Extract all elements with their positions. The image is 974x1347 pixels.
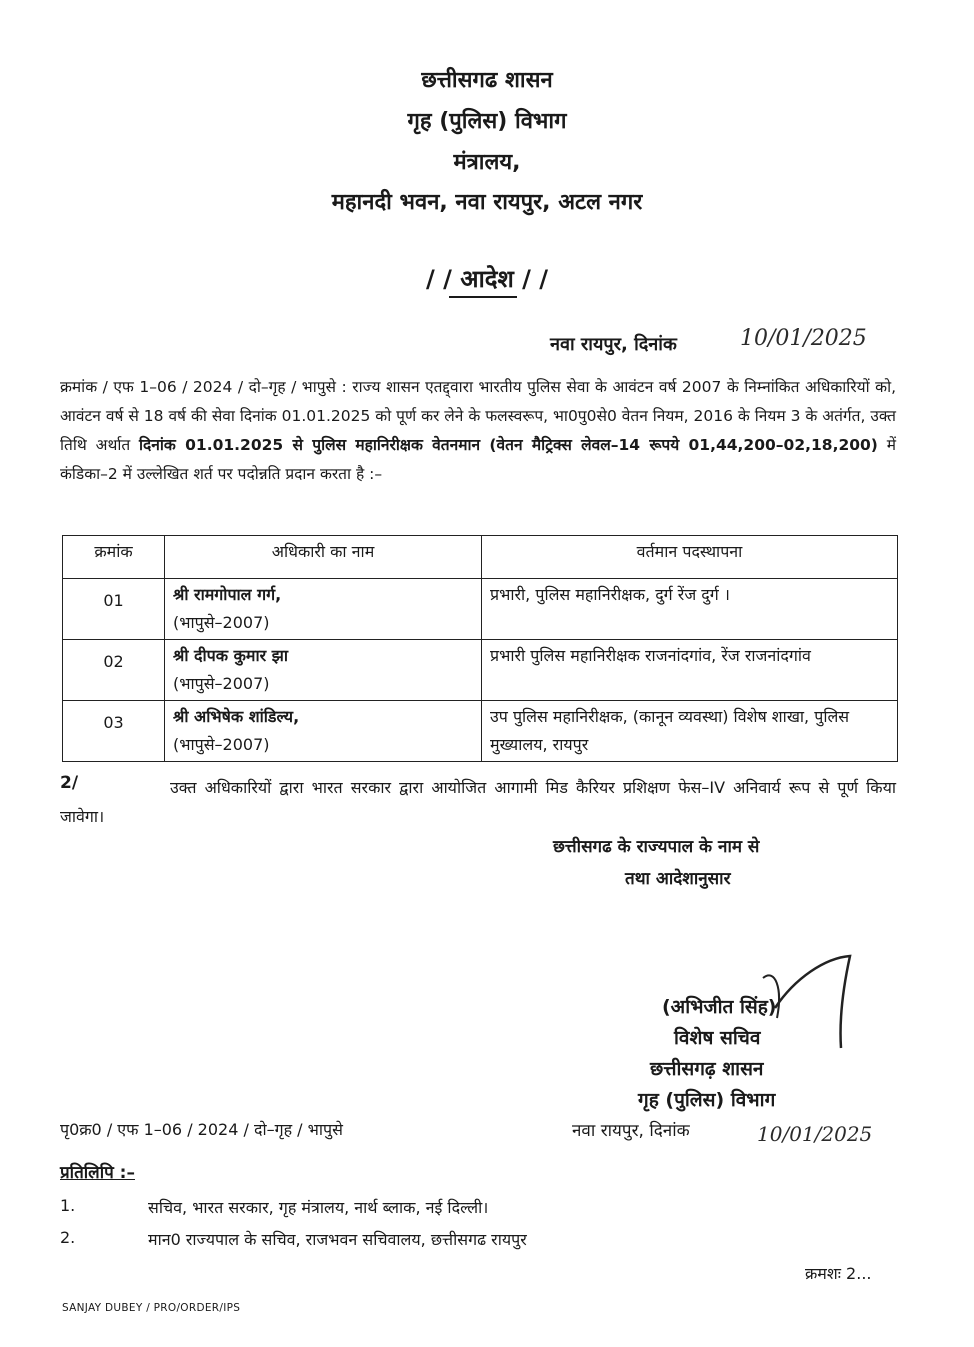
copy-to-title: प्रतिलिपि :– [60, 1163, 135, 1183]
officer-cell [165, 640, 482, 701]
posting-cell: उप पुलिस महानिरीक्षक, (कानून व्यवस्था) विशेष शाखा, पुलिस मुख्यालय, रायपुर [482, 701, 898, 762]
endorsement-reference: पृ0क्र0 / एफ 1–06 / 2024 / दो–गृह / भापुसे [60, 1120, 343, 1139]
endorsement-handwritten-date: 10/01/2025 [757, 1122, 873, 1146]
clause-number: 2/ [60, 773, 79, 793]
posting-cell: प्रभारी, पुलिस महानिरीक्षक, दुर्ग रेंज दुर्ग । [482, 579, 898, 640]
officer-cell [165, 579, 482, 640]
officer-name: श्री अभिषेक शांडिल्य, [173, 707, 300, 726]
signatory-name: (अभिजीत सिंह) [662, 996, 777, 1018]
date-label: नवा रायपुर, दिनांक [550, 334, 677, 355]
endorsement-date-label: नवा रायपुर, दिनांक [572, 1121, 690, 1141]
copy-item-text: सचिव, भारत सरकार, गृह मंत्रालय, नार्थ ब्लाक, नई दिल्ली। [148, 1198, 489, 1217]
order-title: / / आदेश / / [425, 265, 549, 293]
signatory-designation: विशेष सचिव [674, 1027, 761, 1049]
copy-item-text: मान0 राज्यपाल के सचिव, राजभवन सचिवालय, छत्तीसगढ रायपुर [148, 1230, 527, 1249]
copy-item-number: 1. [60, 1196, 76, 1215]
handwritten-date: 10/01/2025 [740, 326, 867, 351]
governor-line-2: तथा आदेशानुसार [625, 869, 731, 889]
officer-name: श्री दीपक कुमार झा [173, 646, 288, 665]
pay-scale-text: दिनांक 01.01.2025 से पुलिस महानिरीक्षक वेतनमान (वेतन मैट्रिक्स लेवल–14 रूपये 01,44,200–02,18,200) [139, 436, 878, 454]
signatory-department: गृह (पुलिस) विभाग [638, 1089, 776, 1111]
table-row [63, 640, 898, 701]
table-row [63, 579, 898, 640]
officer-name: श्री रामगोपाल गर्ग, [173, 585, 282, 604]
col-serial: क्रमांक [63, 536, 165, 579]
signatory-government: छत्तीसगढ़ शासन [650, 1058, 764, 1080]
col-officer-name: अधिकारी का नाम [165, 536, 482, 579]
header-department: गृह (पुलिस) विभाग [407, 109, 567, 134]
officer-service: (भापुसे–2007) [173, 735, 270, 754]
officer-service: (भापुसे–2007) [173, 613, 270, 632]
continued-marker: क्रमशः 2... [805, 1264, 872, 1283]
table-row [63, 701, 898, 762]
header-ministry: मंत्रालय, [453, 150, 521, 175]
row-number: 03 [63, 701, 165, 762]
col-current-posting: वर्तमान पदस्थापना [482, 536, 898, 579]
title-underline [449, 296, 517, 298]
header-government: छत्तीसगढ शासन [421, 68, 553, 93]
header-address: महानदी भवन, नवा रायपुर, अटल नगर [331, 190, 643, 215]
row-number: 01 [63, 579, 165, 640]
officer-service: (भापुसे–2007) [173, 674, 270, 693]
copy-item-number: 2. [60, 1228, 76, 1247]
order-reference: क्रमांक / एफ 1–06 / 2024 / दो–गृह / भापुसे : [60, 378, 347, 396]
table-header-row [63, 536, 898, 579]
footer-text: SANJAY DUBEY / PRO/ORDER/IPS [62, 1302, 241, 1314]
row-number: 02 [63, 640, 165, 701]
order-body: क्रमांक / एफ 1–06 / 2024 / दो–गृह / भापुसे : राज्य शासन एतद्द्वारा भारतीय पुलिस सेवा के आवंटन वर्ष 2007 के निम्नांकित अधिकारियों को, आवंटन वर्ष से 18 वर्ष की सेवा दिनांक 01.01.2025 को पूर्ण कर लेने के फलस्वरूप, भा0पु0से0 वेतन नियम, 2016 के नियम 3 के अतंर्गत, उक्त तिथि अर्थात दिनांक 01.01.2025 से पुलिस महानिरीक्षक वेतनमान (वेतन मैट्रिक्स लेवल–14 रूपये 01,44,200–02,18,200) में कंडिका–2 में उल्लेखित शर्त पर पदोन्नति प्रदान करता है :– [60, 378, 897, 483]
clause-text: उक्त अधिकारियों द्वारा भारत सरकार द्वारा आयोजित आगामी मिड कैरियर प्रशिक्षण फेस–IV अनिवार्य रूप से पूर्ण किया जावेगा। [60, 778, 896, 826]
officers-table [62, 535, 898, 762]
posting-cell: प्रभारी पुलिस महानिरीक्षक राजनांदगांव, रेंज राजनांदगांव [482, 640, 898, 701]
governor-line-1: छत्तीसगढ के राज्यपाल के नाम से [553, 837, 760, 857]
officer-cell [165, 701, 482, 762]
